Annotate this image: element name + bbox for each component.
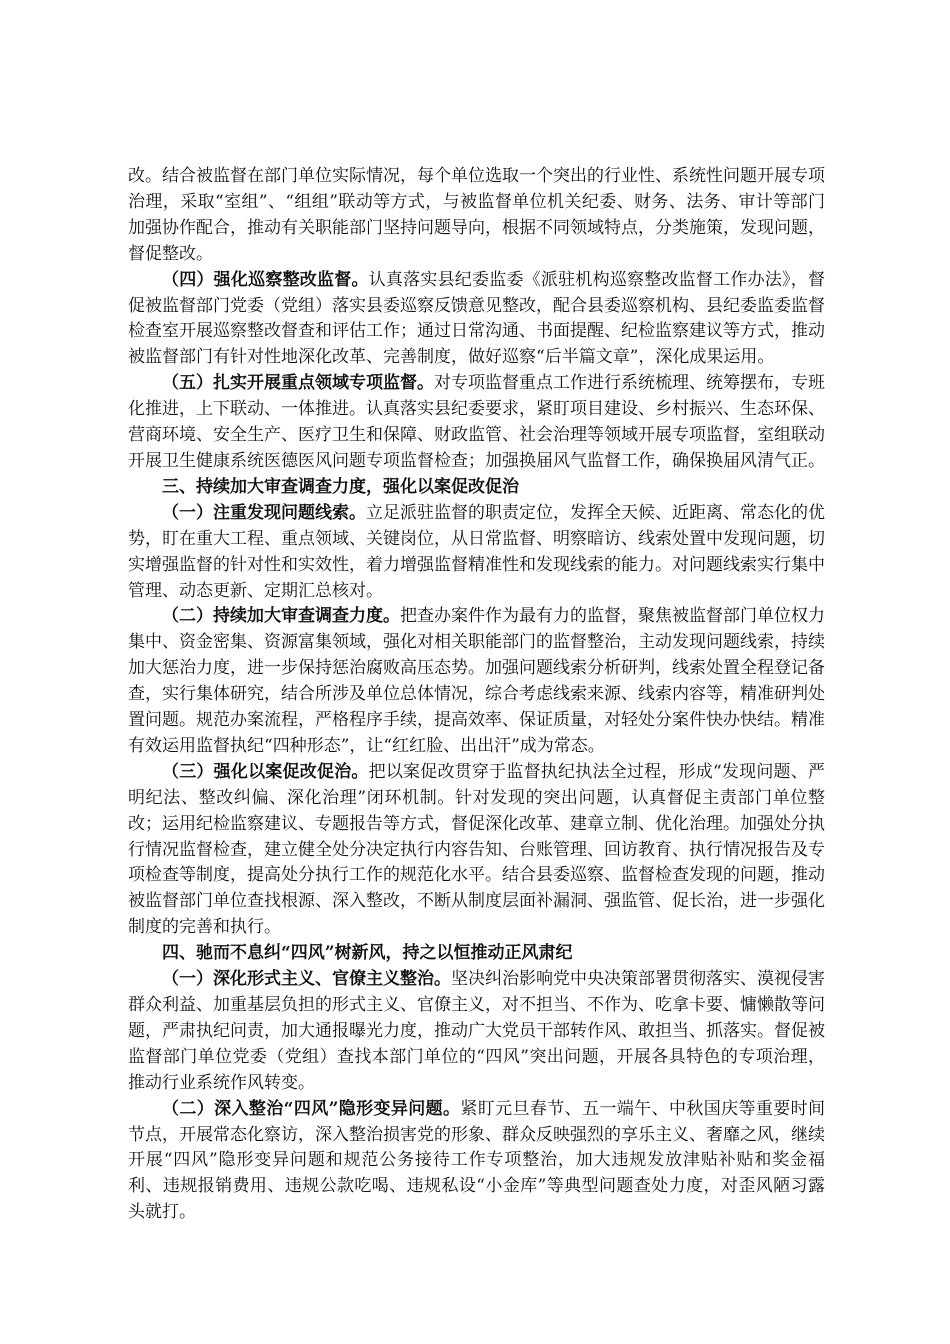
paragraph-problem-clues [128,501,825,605]
paragraph-lead: （一）深化形式主义、官僚主义整治。 [162,969,451,990]
paragraph-four-winds [128,1097,825,1227]
paragraph-text: 对专项监督重点工作进行系统梳理、统筹摆布，专班化推进，上下联动、一体推进。认真落实县纪委要求，紧盯项目建设、乡村振兴、生态环保、营商环境、安全生产、医疗卫生和保障、财政监管、社会治理等领域开展专项监督，室组联动开展卫生健康系统医德医风问题专项监督检查；加强换届风气监督工作，确保换届风清气正。 [128,373,825,471]
paragraph-text: 把查办案件作为最有力的监督，聚焦被监督部门单位权力集中、资金密集、资源富集领域，强化对相关职能部门的监督整治，主动发现问题线索，持续加大惩治力度，进一步保持惩治腐败高压态势。加强问题线索分析研判，线索处置全程登记备查，实行集体研究，结合所涉及单位总体情况，综合考虑线索来源、线索内容等，精准研判处置问题。规范办案流程，严格程序手续，提高效率、保证质量，对轻处分案件快办快结。精准有效运用监督执纪“四种形态”，让“红红脸、出出汗”成为常态。 [128,606,825,756]
section-heading-4: 四、驰而不息纠“四风”树新风，持之以恒推动正风肃纪 [162,943,573,964]
paragraph-continuation [128,164,825,268]
paragraph-text: 立足派驻监督的职责定位，发挥全天候、近距离、常态化的优势，盯在重大工程、重点领域、关键岗位，从日常监督、明察暗访、线索处置中发现问题，切实增强监督的针对性和实效性，着力增强监督精准性和发现线索的能力。对问题线索实行集中管理、动态更新、定期汇总核对。 [128,502,825,601]
section-heading-3: 三、持续加大审查调查力度，强化以案促改促治 [162,476,519,497]
paragraph-investigation [128,604,825,759]
paragraph-lead: （四）强化巡察整改监督。 [162,269,369,290]
paragraph-lead: （一）注重发现问题线索。 [162,502,366,523]
paragraph-text: 紧盯元旦春节、五一端午、中秋国庆等重要时间节点，开展常态化察访，深入整治损害党的形象、群众反映强烈的享乐主义、奢靡之风，继续开展“四风”隐形变异问题和规范公务接待工作专项整治，加大违规发放津贴补贴和奖金福利、违规报销费用、违规公款吃喝、违规私设“小金库”等典型问题查处力度，对歪风陋习露头就打。 [128,1098,826,1223]
paragraph-case-reform [128,760,825,941]
paragraph-text: 坚决纠治影响党中央决策部署贯彻落实、漠视侵害群众利益、加重基层负担的形式主义、官僚主义，对不担当、不作为、吃拿卡要、慵懒散等问题，严肃执纪问责，加大通报曝光力度，推动广大党员干部转作风、敢担当、抓落实。督促被监督部门单位党委（党组）查找本部门单位的“四风”突出问题，开展各具特色的专项治理，推动行业系统作风转变。 [128,969,825,1093]
paragraph-lead: （五）扎实开展重点领域专项监督。 [162,373,434,394]
paragraph-special-supervision [128,371,825,475]
paragraph-lead: （三）强化以案促改促治。 [162,761,369,782]
paragraph-lead: （二）持续加大审查调查力度。 [162,606,400,627]
paragraph-inspection-rectification [128,268,825,372]
paragraph-lead: （二）深入整治“四风”隐形变异问题。 [162,1098,461,1119]
paragraph-text: 认真落实县纪委监委《派驻机构巡察整改监督工作办法》，督促被监督部门党委（党组）落实县委巡察反馈意见整改，配合县委巡察机构、县纪委监委监督检查室开展巡察整改督查和评估工作；通过日常沟通、书面提醒、纪检监察建议等方式，推动被监督部门有针对性地深化改革、完善制度，做好巡察“后半篇文章”，深化成果运用。 [128,269,826,368]
paragraph-text: 把以案促改贯穿于监督执纪执法全过程，形成“发现问题、严明纪法、整改纠偏、深化治理”闭环机制。针对发现的突出问题，认真督促主责部门单位整改；运用纪检监察建议、专题报告等方式，督促深化改革、建章立制、优化治理。加强处分执行情况监督检查，建立健全处分决定执行内容告知、台账管理、回访教育、执行情况报告及专项检查等制度，提高处分执行工作的规范化水平。结合县委巡察、监督检查发现的问题，推动被监督部门单位查找根源、深入整改，不断从制度层面补漏洞、强监管、促长治，进一步强化制度的完善和执行。 [128,761,825,938]
paragraph-formalism [128,967,825,1097]
paragraph-text: 改。结合被监督在部门单位实际情况，每个单位选取一个突出的行业性、系统性问题开展专项治理，采取“室组”、“组组”联动等方式，与被监督单位机关纪委、财务、法务、审计等部门加强协作配合，推动有关职能部门坚持问题导向，根据不同领域特点，分类施策，发现问题，督促整改。 [128,166,825,264]
